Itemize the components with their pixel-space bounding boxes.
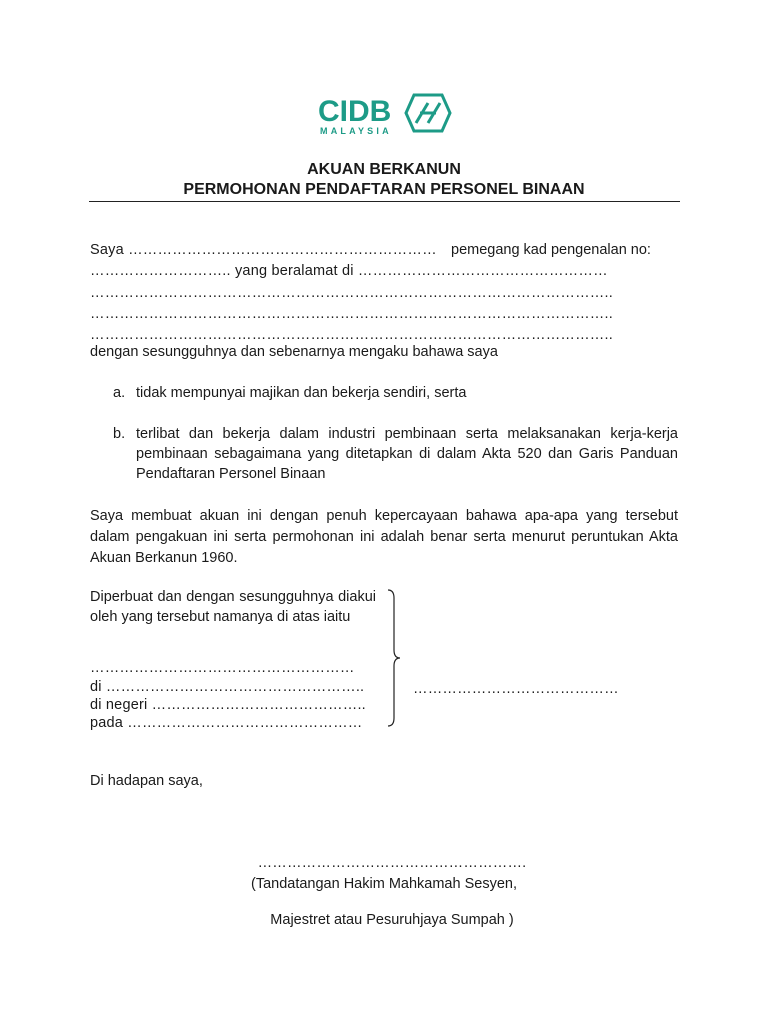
title-divider [89,201,680,202]
attestation-state-line: di negeri …………………………………….. [90,697,366,713]
declaration-paragraph: Saya membuat akuan ini dengan penuh kepercayaan bahawa apa-apa yang tersebut dalam pengakuan ini serta permohonan ini adalah benar serta menurut peruntukan Akta Akuan Berkanun 1960. [90,508,678,566]
address-line-1: ……………………….. yang beralamat di …………………………………………… [90,263,608,279]
cidb-logo [318,92,454,138]
list-item-a: tidak mempunyai majikan dan bekerja sendiri, serta [136,385,467,401]
witness-signature-line: ………………………………………………. [257,855,527,871]
witness-label: Di hadapan saya, [90,773,203,789]
witness-caption-2: Majestret atau Pesuruhjaya Sumpah ) [270,912,514,928]
name-blank: Saya ……………………………………………………… [90,242,437,258]
attestation-text: Diperbuat dan dengan sesungguhnya diakui oleh yang tersebut namanya di atas iaitu [90,589,376,625]
list-item-b: terlibat dan bekerja dalam industri pembinaan serta melaksanakan kerja-kerja pembinaan sebagaimana yang ditetapkan di dalam Akta 520 dan Garis Panduan Pendaftaran Personel Binaan [136,426,678,482]
attestation-place-line: di …………………………………………….. [90,679,365,695]
witness-caption-1: (Tandatangan Hakim Mahkamah Sesyen, [251,876,517,892]
attestation-name-line: ……………………………………………… [90,660,355,676]
address-line-4: …………………………………………………………………………………………….. [90,327,613,343]
document-title: AKUAN BERKANUN [307,161,461,178]
curly-brace [386,588,406,728]
hexagon-h-icon [406,95,450,131]
document-subtitle: PERMOHONAN PENDAFTARAN PERSONEL BINAAN [183,181,585,198]
affirmation-statement: dengan sesungguhnya dan sebenarnya mengaku bahawa saya [90,344,498,360]
logo-wordmark: CIDB [318,95,392,128]
cidb-logo-graphic [318,92,454,138]
attestation-date-line: pada ………………………………………… [90,715,363,731]
id-card-label: pemegang kad pengenalan no: [451,242,651,258]
address-line-2: …………………………………………………………………………………………….. [90,285,613,301]
declarant-signature-line: …………………………………… [413,681,619,697]
logo-subtext: MALAYSIA [320,126,392,136]
list-marker-b: b. [113,426,126,442]
list-marker-a: a. [113,385,126,401]
address-line-3: …………………………………………………………………………………………….. [90,306,613,322]
